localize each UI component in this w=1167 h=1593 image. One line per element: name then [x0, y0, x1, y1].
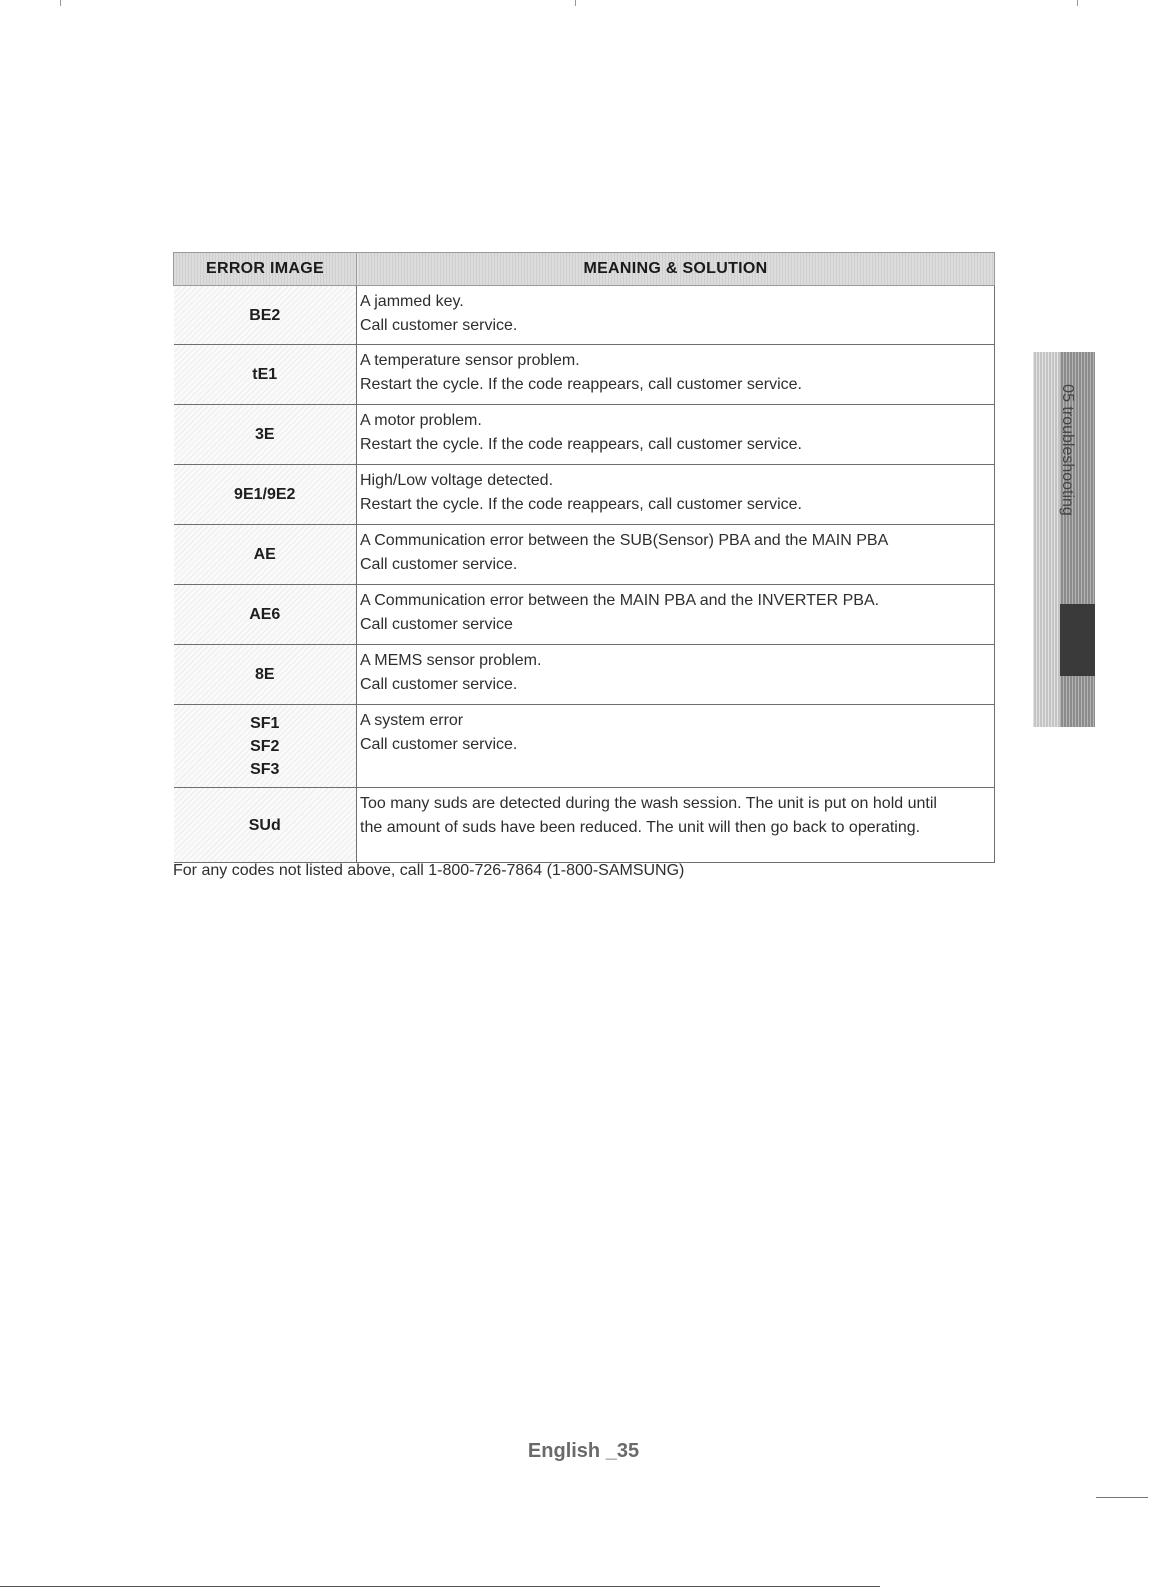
- solution-line: Restart the cycle. If the code reappears, call customer service.: [360, 376, 802, 393]
- bottom-edge-line: [0, 1586, 880, 1587]
- solution-line: Call customer service.: [360, 317, 518, 334]
- crop-mark-left: [60, 0, 61, 6]
- table-header-row: [174, 253, 995, 286]
- meaning-line: A motor problem.: [360, 412, 482, 429]
- meaning-cell: [357, 645, 995, 705]
- solution-line: Restart the cycle. If the code reappears, call customer service.: [360, 496, 802, 513]
- error-code-table: [173, 252, 995, 863]
- meaning-line: A Communication error between the SUB(Sensor) PBA and the MAIN PBA: [360, 532, 889, 549]
- error-code-cell: AE: [174, 525, 357, 585]
- error-code-line: SF2: [250, 737, 280, 755]
- table-row: [174, 525, 995, 585]
- crop-mark-right: [1077, 0, 1078, 6]
- meaning-line: A Communication error between the MAIN PBA and the INVERTER PBA.: [360, 592, 880, 609]
- meaning-line: High/Low voltage detected.: [360, 472, 554, 489]
- error-code-cell: 9E1/9E2: [174, 465, 357, 525]
- footnote: For any codes not listed above, call 1-800-726-7864 (1-800-SAMSUNG): [173, 862, 685, 879]
- meaning-cell: [357, 345, 995, 405]
- table-row: [174, 705, 995, 788]
- meaning-cell: [357, 405, 995, 465]
- error-code-cell: 3E: [174, 405, 357, 465]
- solution-line: Restart the cycle. If the code reappears, call customer service.: [360, 436, 802, 453]
- solution-line: Call customer service.: [360, 556, 518, 573]
- corner-rule: [1096, 1497, 1148, 1498]
- meaning-cell: [357, 585, 995, 645]
- chapter-tab: [1033, 352, 1095, 727]
- error-code-cell: 8E: [174, 645, 357, 705]
- header-error-image: ERROR IMAGE: [174, 253, 357, 286]
- meaning-cell: [357, 465, 995, 525]
- solution-line: Call customer service: [360, 616, 513, 633]
- header-meaning-solution: MEANING & SOLUTION: [357, 253, 995, 286]
- meaning-line: A MEMS sensor problem.: [360, 652, 542, 669]
- page-number: English _35: [527, 1440, 640, 1462]
- meaning-cell: [357, 525, 995, 585]
- error-code-cell: AE6: [174, 585, 357, 645]
- meaning-line: A system error: [360, 712, 464, 729]
- meaning-line: A temperature sensor problem.: [360, 352, 580, 369]
- error-code-line: SF3: [250, 760, 280, 778]
- meaning-line: A jammed key.: [360, 293, 464, 310]
- meaning-cell: [357, 286, 995, 345]
- error-code-cell: [174, 705, 357, 788]
- meaning-cell: [357, 788, 995, 863]
- table-row: [174, 788, 995, 863]
- solution-line: Call customer service.: [360, 736, 518, 753]
- error-code-cell: SUd: [174, 788, 357, 863]
- error-code-line: SF1: [250, 714, 280, 732]
- error-code-cell: tE1: [174, 345, 357, 405]
- table-row: [174, 585, 995, 645]
- table-row: [174, 345, 995, 405]
- chapter-tab-marker: [1060, 604, 1095, 676]
- crop-mark-center: [575, 0, 576, 6]
- error-code-cell: BE2: [174, 286, 357, 345]
- meaning-line: Too many suds are detected during the wash session. The unit is put on hold until: [360, 795, 937, 812]
- table-row: [174, 645, 995, 705]
- meaning-cell: [357, 705, 995, 788]
- table-row: [174, 405, 995, 465]
- chapter-tab-label: 05 troubleshooting: [1059, 384, 1076, 516]
- table-row: [174, 465, 995, 525]
- solution-line: Call customer service.: [360, 676, 518, 693]
- table-row: [174, 286, 995, 345]
- meaning-line: the amount of suds have been reduced. The unit will then go back to operating.: [360, 819, 921, 836]
